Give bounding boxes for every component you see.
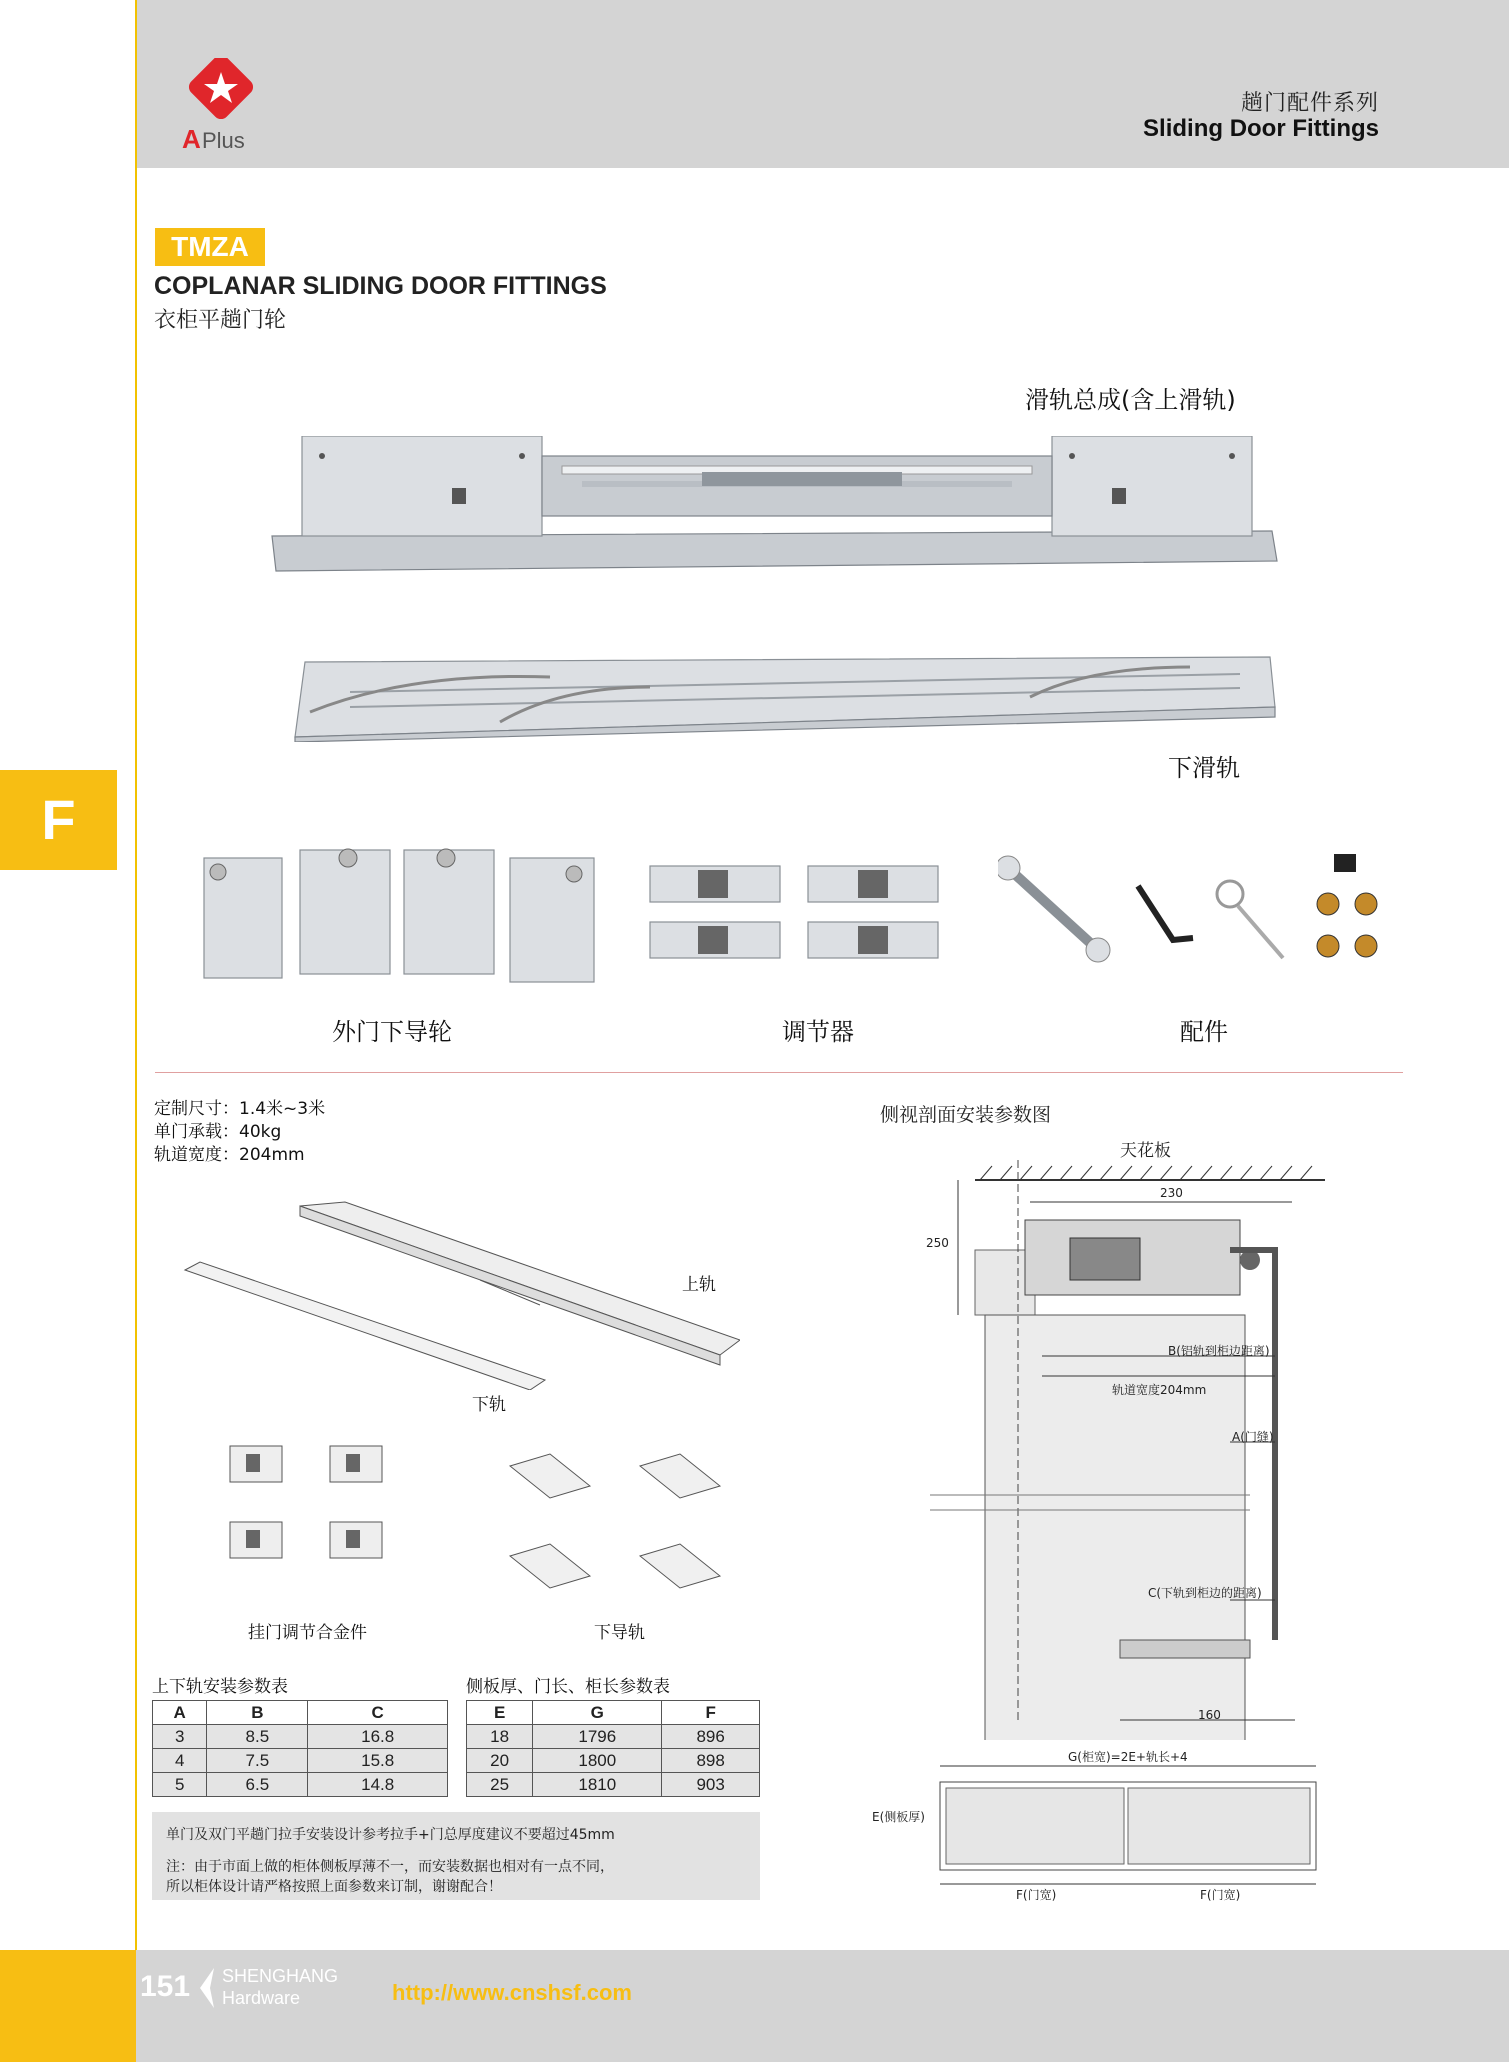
table1-title: 上下轨安装参数表 — [152, 1677, 288, 1697]
note-line-3: 所以柜体设计请严格按照上面参数来订制，谢谢配合！ — [166, 1879, 502, 1895]
install-param-table — [152, 1700, 448, 1797]
page-number: 151 — [140, 1970, 191, 2003]
section-view-drawing — [930, 1160, 1330, 1740]
logo-icon — [182, 58, 268, 158]
adjusters-image — [648, 862, 948, 972]
table-cell: 4 — [153, 1749, 207, 1773]
label-f-right: F(门宽) — [1200, 1888, 1241, 1902]
table-cell: 1796 — [533, 1725, 662, 1749]
label-e: E(侧板厚) — [872, 1810, 925, 1824]
table-header: C — [308, 1701, 448, 1725]
table-cell: 18 — [467, 1725, 533, 1749]
table-cell: 898 — [662, 1749, 760, 1773]
rail-drawing — [180, 1200, 740, 1390]
table-cell: 1800 — [533, 1749, 662, 1773]
vertical-accent-line — [135, 0, 137, 1950]
label-g: G(柜宽)=2E+轨长+4 — [1068, 1750, 1188, 1764]
product-code-badge: TMZA — [155, 228, 265, 266]
notes-box — [152, 1812, 760, 1900]
table-cell: 20 — [467, 1749, 533, 1773]
table-row — [467, 1773, 760, 1797]
table-cell: 14.8 — [308, 1773, 448, 1797]
brand-logo — [182, 58, 268, 158]
table-cell: 8.5 — [207, 1725, 308, 1749]
plan-view-drawing — [938, 1762, 1318, 1902]
svg-text:Plus: Plus — [202, 128, 245, 153]
website-link[interactable]: http://www.cnshsf.com — [392, 1980, 632, 2005]
note-line-1: 单门及双门平趟门拉手安装设计参考拉手+门总厚度建议不要超过45mm — [166, 1827, 615, 1843]
spec-size: 定制尺寸：1.4米~3米 — [154, 1099, 326, 1119]
table-cell: 1810 — [533, 1773, 662, 1797]
table-cell: 7.5 — [207, 1749, 308, 1773]
hanger-drawing — [220, 1440, 400, 1575]
table-cell: 16.8 — [308, 1725, 448, 1749]
upper-rail-assembly-image — [262, 436, 1282, 576]
left-margin — [0, 0, 136, 2062]
accessories-image — [998, 850, 1388, 980]
series-title-cn: 趟门配件系列 — [1240, 91, 1379, 116]
table-cell: 903 — [662, 1773, 760, 1797]
hanger-label: 挂门调节合金件 — [248, 1623, 367, 1643]
upper-rail-label: 上轨 — [682, 1275, 716, 1295]
accessories-caption: 配件 — [1180, 1018, 1228, 1046]
label-a: A(门缝) — [1232, 1430, 1274, 1444]
lower-rail-caption: 下滑轨 — [1168, 754, 1240, 782]
footer-accent — [0, 1950, 136, 2062]
ceiling-label: 天花板 — [1120, 1141, 1171, 1161]
series-title-en: Sliding Door Fittings — [1143, 115, 1379, 142]
spec-width: 轨道宽度：204mm — [154, 1145, 305, 1165]
table-header: F — [662, 1701, 760, 1725]
table-row — [467, 1725, 760, 1749]
table-row — [467, 1749, 760, 1773]
table-header: G — [533, 1701, 662, 1725]
lower-guide-drawing — [500, 1446, 740, 1606]
chevron-left-icon — [198, 1966, 216, 2014]
section-view-title: 侧视剖面安装参数图 — [880, 1104, 1052, 1126]
spec-load: 单门承载：40kg — [154, 1122, 282, 1142]
table2-title: 侧板厚、门长、柜长参数表 — [466, 1677, 670, 1697]
lower-guide-label: 下导轨 — [594, 1623, 645, 1643]
upper-rail-caption: 滑轨总成(含上滑轨) — [1025, 386, 1236, 414]
label-b: B(铝轨到柜边距离) — [1168, 1344, 1270, 1358]
table-cell: 15.8 — [308, 1749, 448, 1773]
logo-area — [0, 0, 136, 168]
hex-key-icon — [1138, 886, 1193, 940]
footer-brand-name: SHENGHANG — [222, 1966, 339, 1986]
footer-brand-sub: Hardware — [222, 1988, 301, 2008]
section-divider — [155, 1072, 1403, 1073]
product-title-cn: 衣柜平趟门轮 — [154, 308, 287, 333]
lower-rail-image — [290, 652, 1280, 742]
table-row — [153, 1773, 448, 1797]
label-track-width: 轨道宽度204mm — [1112, 1383, 1207, 1397]
dim-230: 230 — [1160, 1186, 1183, 1200]
label-c: C(下轨到柜边的距离) — [1148, 1586, 1262, 1600]
spec-list — [154, 1098, 325, 1167]
table-cell: 5 — [153, 1773, 207, 1797]
adjuster-caption: 调节器 — [782, 1018, 854, 1046]
table-cell: 25 — [467, 1773, 533, 1797]
panel-param-table — [466, 1700, 760, 1797]
svg-text:A: A — [182, 124, 201, 154]
table-header: B — [207, 1701, 308, 1725]
table-row — [153, 1749, 448, 1773]
table-cell: 896 — [662, 1725, 760, 1749]
note-line-2: 注：由于市面上做的柜体侧板厚薄不一，而安装数据也相对有一点不同， — [166, 1859, 614, 1875]
label-f-left: F(门宽) — [1016, 1888, 1057, 1902]
dim-250: 250 — [926, 1236, 949, 1250]
dim-160: 160 — [1198, 1708, 1221, 1722]
lower-guide-caption: 外门下导轮 — [332, 1018, 452, 1046]
product-title-en: COPLANAR SLIDING DOOR FITTINGS — [154, 272, 607, 300]
table-cell: 3 — [153, 1725, 207, 1749]
table-header: E — [467, 1701, 533, 1725]
section-tab: F — [0, 770, 117, 870]
table-cell: 6.5 — [207, 1773, 308, 1797]
lower-guide-wheels-image — [196, 838, 606, 988]
lower-rail-label: 下轨 — [472, 1395, 506, 1415]
table-header: A — [153, 1701, 207, 1725]
table-row — [153, 1725, 448, 1749]
